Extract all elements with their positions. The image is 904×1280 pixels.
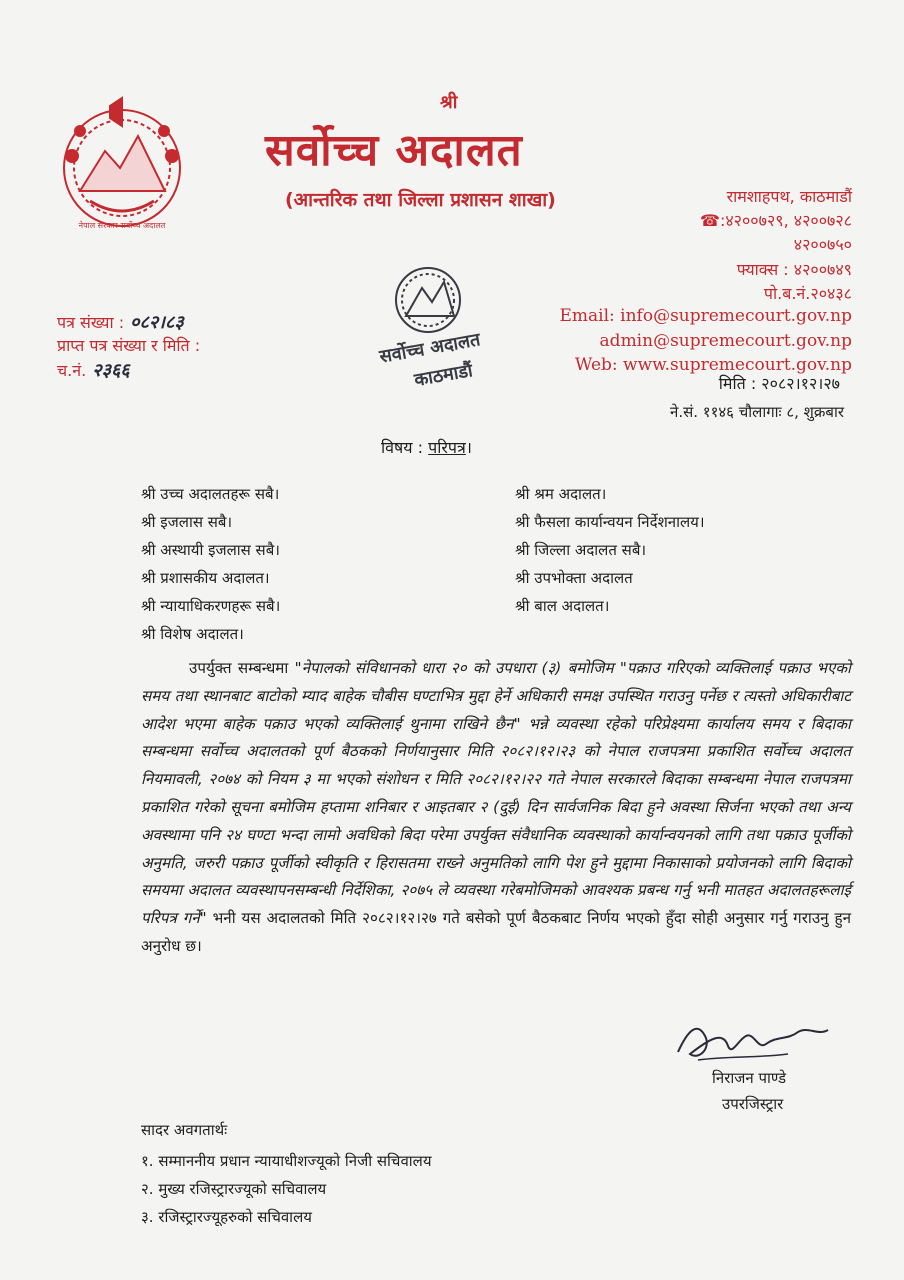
recipient-right: श्री फैसला कार्यान्वयन निर्देशनालय। xyxy=(515,513,705,531)
emblem-text: नेपाल सरकार सर्वोच्च अदालत xyxy=(78,221,166,230)
email-admin: admin@supremecourt.gov.np xyxy=(599,331,852,351)
phone-icon: ☎ xyxy=(700,211,720,230)
recipient-left: श्री न्यायाधिकरणहरू सबै। xyxy=(141,597,281,615)
signatory-title: उपरजिस्ट्रार xyxy=(722,1095,784,1113)
letter-number: पत्र संख्या : ०८२।८३ xyxy=(57,312,184,333)
honorific-shri: श्री xyxy=(440,92,458,113)
recipient-left: श्री अस्थायी इजलास सबै। xyxy=(141,541,280,559)
cc-heading: सादर अवगतार्थः xyxy=(141,1121,228,1139)
cc-item: ३. रजिस्ट्रारज्यूहरुको सचिवालय xyxy=(141,1208,312,1226)
recipient-right: श्री बाल अदालत। xyxy=(515,597,610,615)
subject-line: विषय : परिपत्र। xyxy=(381,438,472,457)
letter-date: मिति : २०८२।१२।२७ xyxy=(718,374,840,393)
cc-item: २. मुख्य रजिस्ट्रारज्यूको सचिवालय xyxy=(141,1180,327,1198)
phone-line-2: ४२००७५० xyxy=(793,235,852,254)
recipient-right: श्री जिल्ला अदालत सबै। xyxy=(515,541,647,559)
branch-name: (आन्तरिक तथा जिल्ला प्रशासन शाखा) xyxy=(285,189,556,211)
recipient-left: श्री उच्च अदालतहरू सबै। xyxy=(141,485,280,503)
website: Web: www.supremecourt.gov.np xyxy=(574,355,852,375)
fax: फ्याक्स : ४२००७४९ xyxy=(736,260,852,279)
subject-value: परिपत्र xyxy=(428,438,466,457)
recipient-right: श्री उपभोक्ता अदालत xyxy=(515,569,633,587)
handwritten-signature xyxy=(668,1010,848,1070)
subject-label: विषय : xyxy=(381,438,424,457)
court-name: सर्वोच्च अदालत xyxy=(265,125,523,176)
po-box: पो.ब.नं.२०४३८ xyxy=(763,284,852,303)
nepal-sambat-date: ने.सं. ११४६ चौलागाः ८, शुक्रबार xyxy=(670,403,844,421)
dispatch-number: च.नं. २३६६ xyxy=(57,360,130,381)
quoted-provision: "नेपालको संविधानको धारा २० को उपधारा (३) बमोजिम "पक्राउ गरिएको व्यक्तिलाई पक्राउ भएको समय तथा स्थानबाट बाटोको म्याद बाहेक चौबीस घण्टाभित्र मुद्दा हेर्ने अधिकारी समक्ष उपस्थित गराउनु पर्नेछ र त्यस्तो अधिकारीबाट आदेश भएमा बाहेक पक्राउ भएको व्यक्तिलाई थुनामा राखिने छैन" भन्ने व्यवस्था रहेको परिप्रेक्ष्यमा कार्यालय समय र बिदाका सम्बन्धमा सर्वोच्च अदालतको पूर्ण बैठकको निर्णयानुसार मिति २०८२।१२।२३ को नेपाल राजपत्रमा प्रकाशित सर्वोच्च अदालत नियमावली, २०७४ को नियम ३ मा भएको संशोधन र मिति २०८२।१२।२२ गते नेपाल सरकारले बिदाका सम्बन्धमा नेपाल राजपत्रमा प्रकाशित गरेको सूचना बमोजिम हप्तामा शनिबार र आइतबार २ (दुई) दिन सार्वजनिक बिदा हुने अवस्था सिर्जना भएको तथा अन्य अवस्थामा पनि २४ घण्टा भन्दा लामो अवधिको बिदा परेमा उपर्युक्त संवैधानिक व्यवस्थाको कार्यान्वयनको लागि तथा पक्राउ पूर्जीको अनुमति, जरुरी पक्राउ पूर्जीको स्वीकृति र हिरासतमा राख्ने अनुमतिको लागि पेश हुने मुद्दामा निकासाको प्रयोजनको लागि बिदाको समयमा अदालत व्यवस्थापनसम्बन्धी निर्देशिका, २०७५ ले व्यवस्था गरेबमोजिमको आवश्यक प्रबन्ध गर्नु भनी मातहत अदालतहरूलाई परिपत्र गर्ने" xyxy=(141,659,851,928)
court-stamp xyxy=(370,258,520,392)
recipient-left: श्री इजलास सबै। xyxy=(141,513,233,531)
recipient-left: श्री प्रशासकीय अदालत। xyxy=(141,569,270,587)
address: रामशाहपथ, काठमाडौं xyxy=(726,187,852,206)
recipient-right: श्री श्रम अदालत। xyxy=(515,485,607,503)
recipient-left: श्री विशेष अदालत। xyxy=(141,625,244,643)
signatory-name: निराजन पाण्डे xyxy=(712,1069,787,1087)
stamp-line-2: काठमाडौं xyxy=(412,360,475,392)
received-letter-label: प्राप्त पत्र संख्या र मिति : xyxy=(57,336,201,355)
stamp-line-1: सर्वोच्च अदालत xyxy=(377,329,482,368)
national-emblem-icon xyxy=(50,96,200,236)
body-paragraph: उपर्युक्त सम्बन्धमा "नेपालको संविधानको धारा २० को उपधारा (३) बमोजिम "पक्राउ गरिएको व्यक्तिलाई पक्राउ भएको समय तथा स्थानबाट बाटोको म्याद बाहेक चौबीस घण्टाभित्र मुद्दा हेर्ने अधिकारी समक्ष उपस्थित गराउनु पर्नेछ र त्यस्तो अधिकारीबाट आदेश भएमा बाहेक पक्राउ भएको व्यक्तिलाई थुनामा राखिने छैन" भन्ने व्यवस्था रहेको परिप्रेक्ष्यमा कार्यालय समय र बिदाका सम्बन्धमा सर्वोच्च अदालतको पूर्ण बैठकको निर्णयानुसार मिति २०८२।१२।२३ को नेपाल राजपत्रमा प्रकाशित सर्वोच्च अदालत नियमावली, २०७४ को नियम ३ मा भएको संशोधन र मिति २०८२।१२।२२ गते नेपाल सरकारले बिदाका सम्बन्धमा नेपाल राजपत्रमा प्रकाशित गरेको सूचना बमोजिम हप्तामा शनिबार र आइतबार २ (दुई) दिन सार्वजनिक बिदा हुने अवस्था सिर्जना भएको तथा अन्य अवस्थामा पनि २४ घण्टा भन्दा लामो अवधिको बिदा परेमा उपर्युक्त संवैधानिक व्यवस्थाको कार्यान्वयनको लागि तथा पक्राउ पूर्जीको अनुमति, जरुरी पक्राउ पूर्जीको स्वीकृति र हिरासतमा राख्ने अनुमतिको लागि पेश हुने मुद्दामा निकासाको प्रयोजनको लागि बिदाको समयमा अदालत व्यवस्थापनसम्बन्धी निर्देशिका, २०७५ ले व्यवस्था गरेबमोजिमको आवश्यक प्रबन्ध गर्नु भनी मातहत अदालतहरूलाई परिपत्र गर्ने" भनी यस अदालतको मिति २०८२।१२।२७ गते बसेको पूर्ण बैठकबाट निर्णय भएको हुँदा सोही अनुसार गर्नु गराउनु हुन अनुरोध छ। xyxy=(141,659,852,955)
cc-item: १. सम्माननीय प्रधान न्यायाधीशज्यूको निजी सचिवालय xyxy=(141,1152,432,1170)
email-info: Email: info@supremecourt.gov.np xyxy=(559,306,852,326)
phone-line-1: ☎:४२००७२९, ४२००७२८ xyxy=(700,211,852,230)
